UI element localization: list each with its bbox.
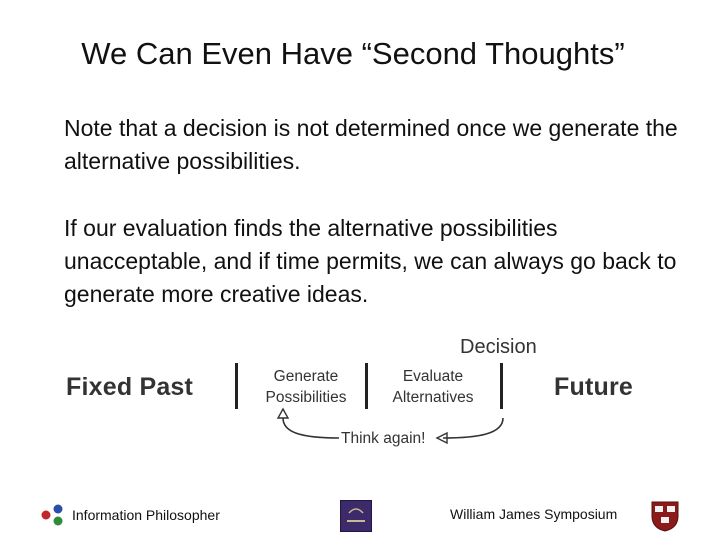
- future-label: Future: [554, 373, 633, 401]
- book-cover-icon: [340, 500, 372, 532]
- think-again-label: Think again!: [341, 430, 426, 447]
- paragraph-second-thoughts: If our evaluation finds the alternative possibilities unacceptable, and if time permits, we can always go back to generate more creative ideas.: [64, 215, 677, 307]
- footer-information-philosopher: Information Philosopher: [72, 507, 220, 523]
- paragraph-decision-not-determined: Note that a decision is not determined once we generate the alternative possibilities.: [64, 115, 678, 174]
- decision-process-diagram: [60, 330, 660, 455]
- harvard-shield-icon: [650, 500, 680, 532]
- fixed-past-label: Fixed Past: [66, 373, 194, 401]
- information-philosopher-logo-icon: [40, 502, 68, 528]
- slide-title: We Can Even Have “Second Thoughts”: [81, 36, 625, 71]
- evaluate-alternatives-label: Evaluate Alternatives: [392, 368, 474, 406]
- generate-possibilities-label: Generate Possibilities: [265, 368, 347, 406]
- decision-label: Decision: [460, 336, 537, 358]
- footer-william-james-symposium: William James Symposium: [450, 506, 618, 522]
